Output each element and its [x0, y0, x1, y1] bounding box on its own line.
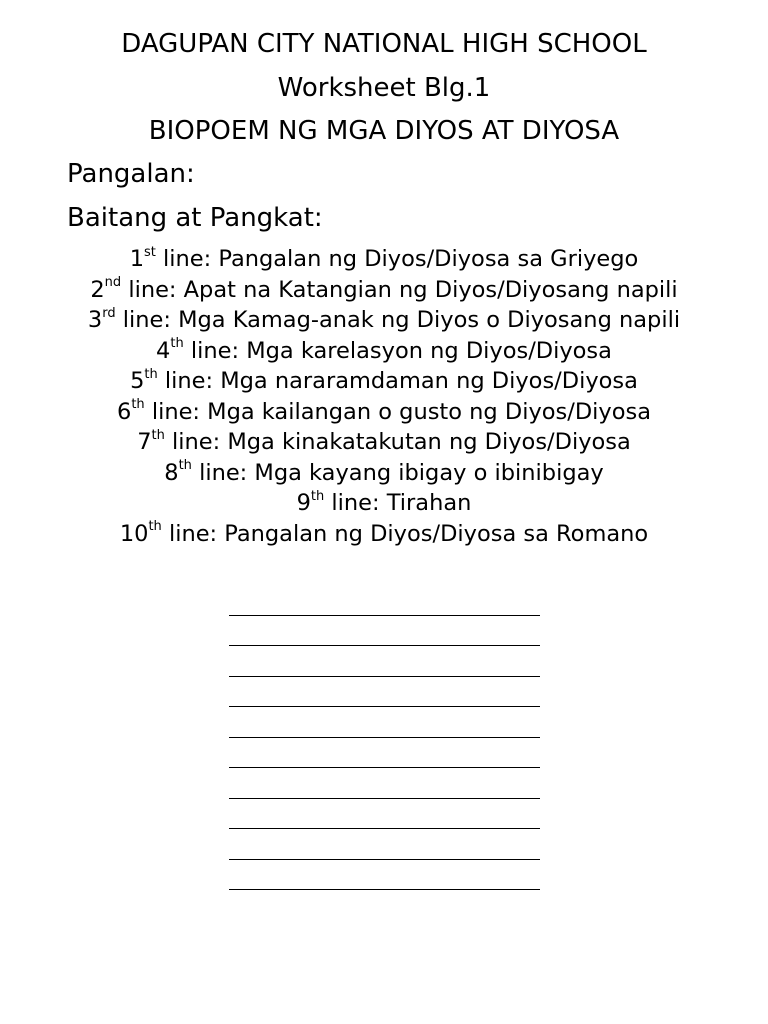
instruction-line-2: [0, 275, 768, 306]
instruction-text: line: Pangalan ng Diyos/Diyosa sa Griyego: [155, 246, 639, 272]
ordinal-suffix: th: [148, 519, 162, 534]
instruction-text: line: Tirahan: [324, 490, 472, 516]
line-number: 8: [164, 459, 179, 486]
instruction-line-7: [0, 427, 768, 458]
line-number: 2: [90, 276, 105, 303]
line-number: 5: [130, 368, 145, 394]
ordinal-suffix: st: [144, 244, 156, 260]
biopoem-answer-lines: [229, 606, 540, 911]
answer-line-2[interactable]: [229, 637, 540, 668]
grade-section-field-label: Baitang at Pangkat:: [67, 203, 323, 233]
answer-line-7[interactable]: [229, 789, 540, 820]
instruction-line-4: [0, 336, 768, 367]
instruction-text: line: Mga kailangan o gusto ng Diyos/Diyosa: [144, 398, 651, 425]
answer-line-10[interactable]: [229, 881, 540, 912]
answer-line-9[interactable]: [229, 850, 540, 881]
ordinal-suffix: th: [310, 488, 325, 504]
name-field-label: Pangalan:: [67, 159, 195, 189]
instruction-text: line: Mga karelasyon ng Diyos/Diyosa: [183, 337, 612, 364]
line-number: 4: [156, 337, 171, 364]
worksheet-title: BIOPOEM NG MGA DIYOS AT DIYOSA: [148, 116, 620, 146]
answer-line-1[interactable]: [229, 606, 540, 637]
instruction-text: line: Mga Kamag-anak ng Diyos o Diyosang napili: [115, 307, 681, 333]
line-number: 6: [117, 398, 132, 425]
line-number: 10: [119, 520, 149, 547]
ordinal-suffix: rd: [102, 305, 116, 321]
line-number: 9: [296, 490, 311, 516]
answer-line-5[interactable]: [229, 728, 540, 759]
answer-line-3[interactable]: [229, 667, 540, 698]
ordinal-suffix: th: [178, 458, 192, 473]
ordinal-suffix: th: [151, 427, 165, 443]
answer-line-6[interactable]: [229, 759, 540, 790]
instruction-text: line: Pangalan ng Diyos/Diyosa sa Romano: [161, 520, 649, 547]
instruction-text: line: Apat na Katangian ng Diyos/Diyosang napili: [121, 276, 678, 303]
line-number: 1: [129, 246, 145, 272]
instruction-line-5: [0, 366, 768, 397]
instruction-line-8: [0, 458, 768, 489]
school-name: DAGUPAN CITY NATIONAL HIGH SCHOOL: [121, 29, 647, 59]
ordinal-suffix: nd: [104, 275, 122, 290]
instruction-text: line: Mga nararamdaman ng Diyos/Diyosa: [157, 368, 638, 394]
instruction-text: line: Mga kinakatakutan ng Diyos/Diyosa: [164, 429, 631, 455]
instruction-line-10: [0, 519, 768, 550]
instruction-line-6: [0, 397, 768, 428]
instruction-line-3: [0, 305, 768, 336]
instruction-line-1: [0, 244, 768, 275]
biopoem-instructions: [0, 244, 768, 549]
answer-line-8[interactable]: [229, 820, 540, 851]
instruction-line-9: [0, 488, 768, 519]
ordinal-suffix: th: [170, 336, 184, 351]
ordinal-suffix: th: [131, 397, 145, 412]
line-number: 3: [87, 307, 103, 333]
worksheet-number: Worksheet Blg.1: [277, 73, 491, 103]
instruction-text: line: Mga kayang ibigay o ibinibigay: [191, 459, 604, 486]
line-number: 7: [137, 429, 152, 455]
ordinal-suffix: th: [144, 366, 158, 382]
answer-line-4[interactable]: [229, 698, 540, 729]
